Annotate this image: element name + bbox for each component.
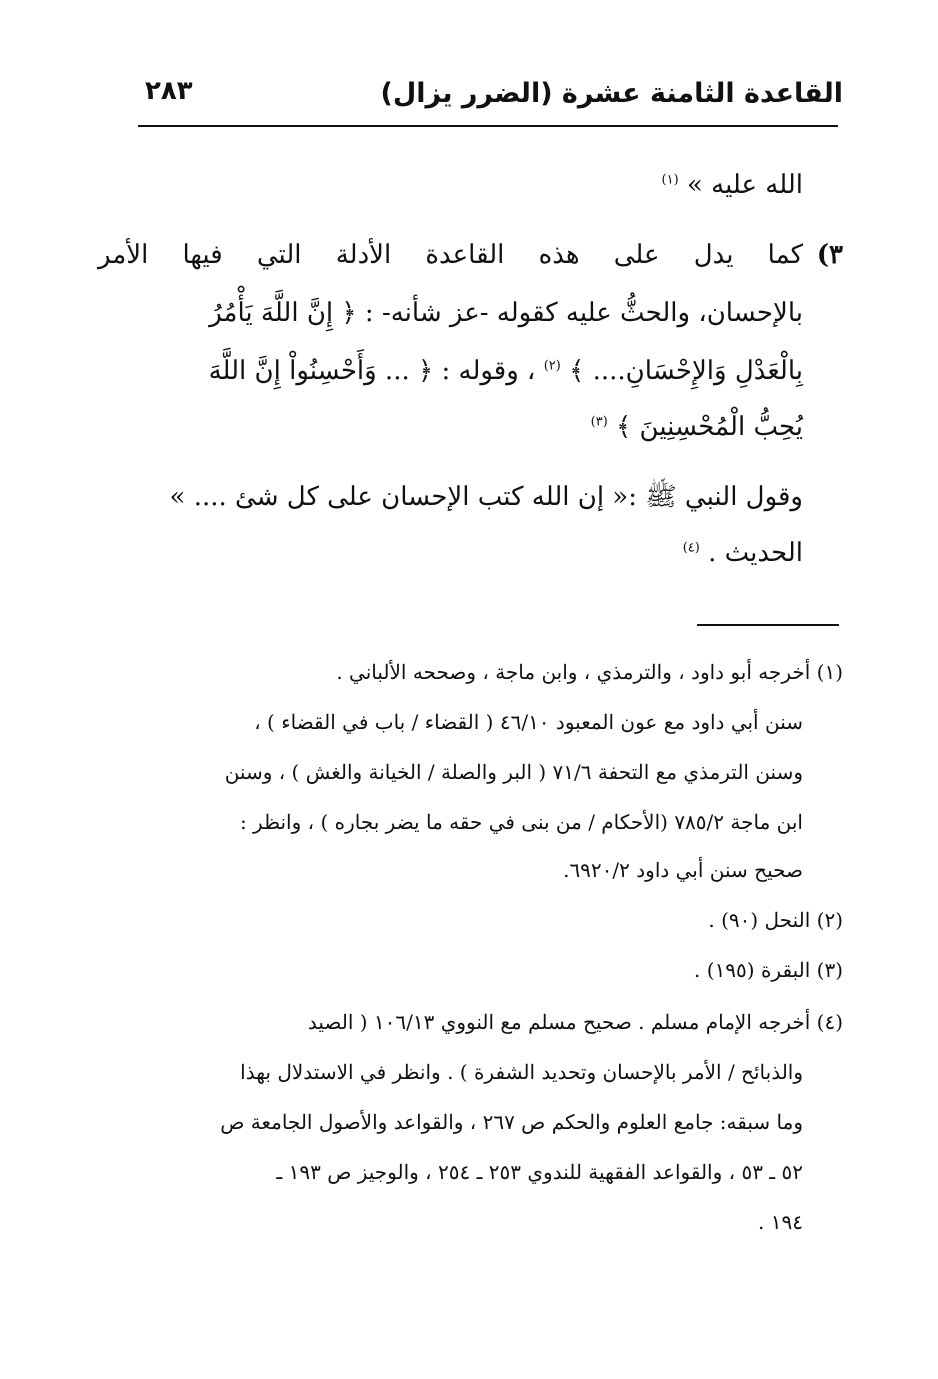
footnote-ref-1: (١) (661, 172, 679, 188)
header-divider (138, 125, 838, 127)
body-line-7 (683, 538, 803, 568)
footnote-2: (٢) النحل (٩٠) . (708, 908, 843, 932)
body-line-5-text: يُحِبُّ الْمُحْسِنِينَ ﴾ (616, 412, 803, 442)
body-line-1-text: الله عليه » (686, 170, 803, 200)
footnote-1-line-4: ابن ماجة ٧٨٥/٢ (الأحكام / من بنى في حقه ما يضر بجاره ) ، وانظر : (239, 810, 803, 834)
body-line-5 (591, 412, 803, 442)
body-line-2: كما يدل على هذه القاعدة الأدلة التي فيها الأمر (98, 240, 803, 270)
page-number: ٢٨٣ (145, 76, 193, 106)
footnote-1-line-2: سنن أبي داود مع عون المعبود ٤٦/١٠ ( القضاء / باب في القضاء ) ، (254, 710, 803, 734)
body-line-4-quote: بِالْعَدْلِ وَالإِحْسَانِ.... ﴾ (569, 356, 803, 386)
body-line-1 (662, 170, 803, 200)
footnote-4-line-3: وما سبقه: جامع العلوم والحكم ص ٢٦٧ ، والقواعد والأصول الجامعة ص (220, 1110, 803, 1134)
footnote-1-line-1: (١) أخرجه أبو داود ، والترمذي ، وابن ماجة ، وصححه الألباني . (336, 660, 843, 684)
footnote-1-line-3: وسنن الترمذي مع التحفة ٧١/٦ ( البر والصلة / الخيانة والغش ) ، وسنن (224, 760, 803, 784)
footnote-ref-4: (٤) (682, 540, 700, 556)
body-line-7-text: الحديث . (708, 538, 803, 568)
footnote-1-line-5: صحيح سنن أبي داود ٦٩٢٠/٢. (563, 858, 803, 882)
running-header-title: القاعدة الثامنة عشرة (الضرر يزال) (380, 78, 843, 109)
body-line-4 (209, 356, 803, 386)
footnote-4-line-4: ٥٢ ـ ٥٣ ، والقواعد الفقهية للندوي ٢٥٣ ـ ٢٥٤ ، والوجيز ص ١٩٣ ـ (276, 1160, 803, 1184)
footnote-ref-3: (٣) (590, 414, 608, 430)
footnote-4-line-1: (٤) أخرجه الإمام مسلم . صحيح مسلم مع النووي ١٠٦/١٣ ( الصيد (307, 1010, 843, 1034)
footnote-4-line-5: ١٩٤ . (758, 1210, 803, 1234)
footnote-4-line-2: والذبائح / الأمر بالإحسان وتحديد الشفرة ) . وانظر في الاستدلال بهذا (240, 1060, 803, 1084)
footnote-divider (697, 624, 839, 626)
body-line-3: بالإحسان، والحثُّ عليه كقوله -عز شأنه- : ﴿ إِنَّ اللَّهَ يَأْمُرُ (209, 298, 803, 328)
body-line-6: وقول النبي ﷺ :« إن الله كتب الإحسان على كل شئ .... » (169, 482, 803, 512)
item-number-3: ٣) (816, 240, 843, 270)
footnote-3: (٣) البقرة (١٩٥) . (694, 958, 843, 982)
body-line-4-continuation: ، وقوله : ﴿ ... وَأَحْسِنُواْ إِنَّ اللَّهَ (208, 356, 536, 386)
footnote-ref-2: (٢) (543, 358, 561, 374)
